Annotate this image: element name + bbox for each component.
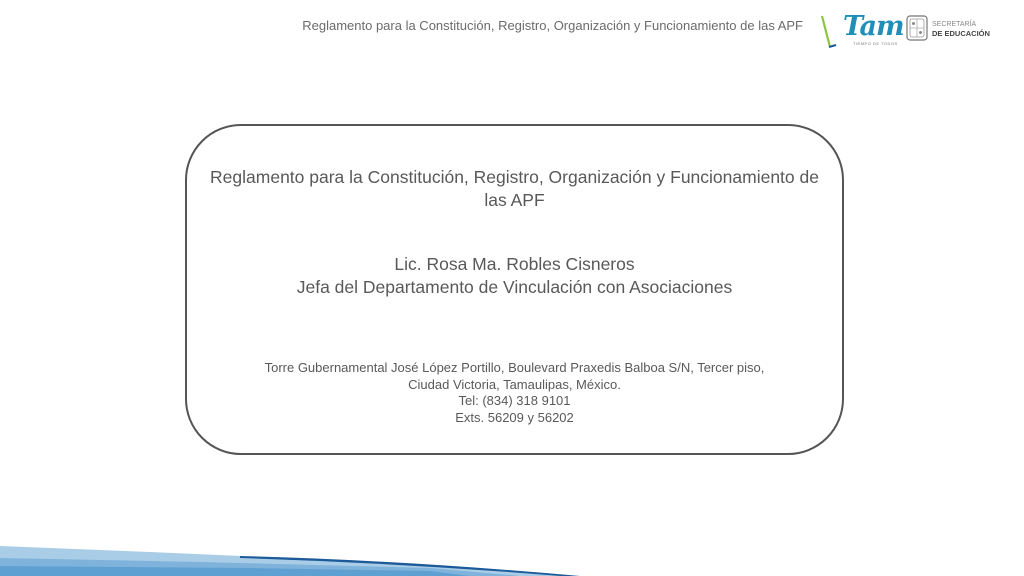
- sep-logo-line2: DE EDUCACIÓN: [932, 29, 990, 38]
- phone-number: Tel: (834) 318 9101: [458, 393, 571, 408]
- sep-logo-text: [932, 20, 990, 38]
- tam-logo-text: Tam: [843, 11, 904, 42]
- document-title: Reglamento para la Constitución, Registro, Organización y Funcionamiento de las APF: [210, 167, 819, 210]
- bottom-wave-decoration: [0, 516, 1024, 576]
- person-name: Lic. Rosa Ma. Robles Cisneros: [394, 254, 635, 274]
- sep-logo-line1: SECRETARÍA: [932, 21, 977, 28]
- person-role: Jefa del Departamento de Vinculación con Asociaciones: [296, 277, 733, 297]
- address-line-2: Ciudad Victoria, Tamaulipas, México.: [408, 376, 621, 392]
- header-title: Reglamento para la Constitución, Registro, Organización y Funcionamiento de las APF: [302, 18, 803, 33]
- phone-extensions: Exts. 56209 y 56202: [455, 409, 574, 425]
- contact-address: [207, 360, 822, 426]
- tam-logo-tagline: TIEMPO DE TODOS: [853, 41, 898, 46]
- tam-logo: [843, 12, 903, 46]
- state-seal-icon: [905, 14, 929, 42]
- info-card: [185, 124, 844, 455]
- address-line-1: Torre Gubernamental José López Portillo, Boulevard Praxedis Balboa S/N, Tercer piso,: [264, 360, 765, 375]
- logo-slash-icon: [818, 14, 838, 52]
- contact-person: [207, 253, 822, 299]
